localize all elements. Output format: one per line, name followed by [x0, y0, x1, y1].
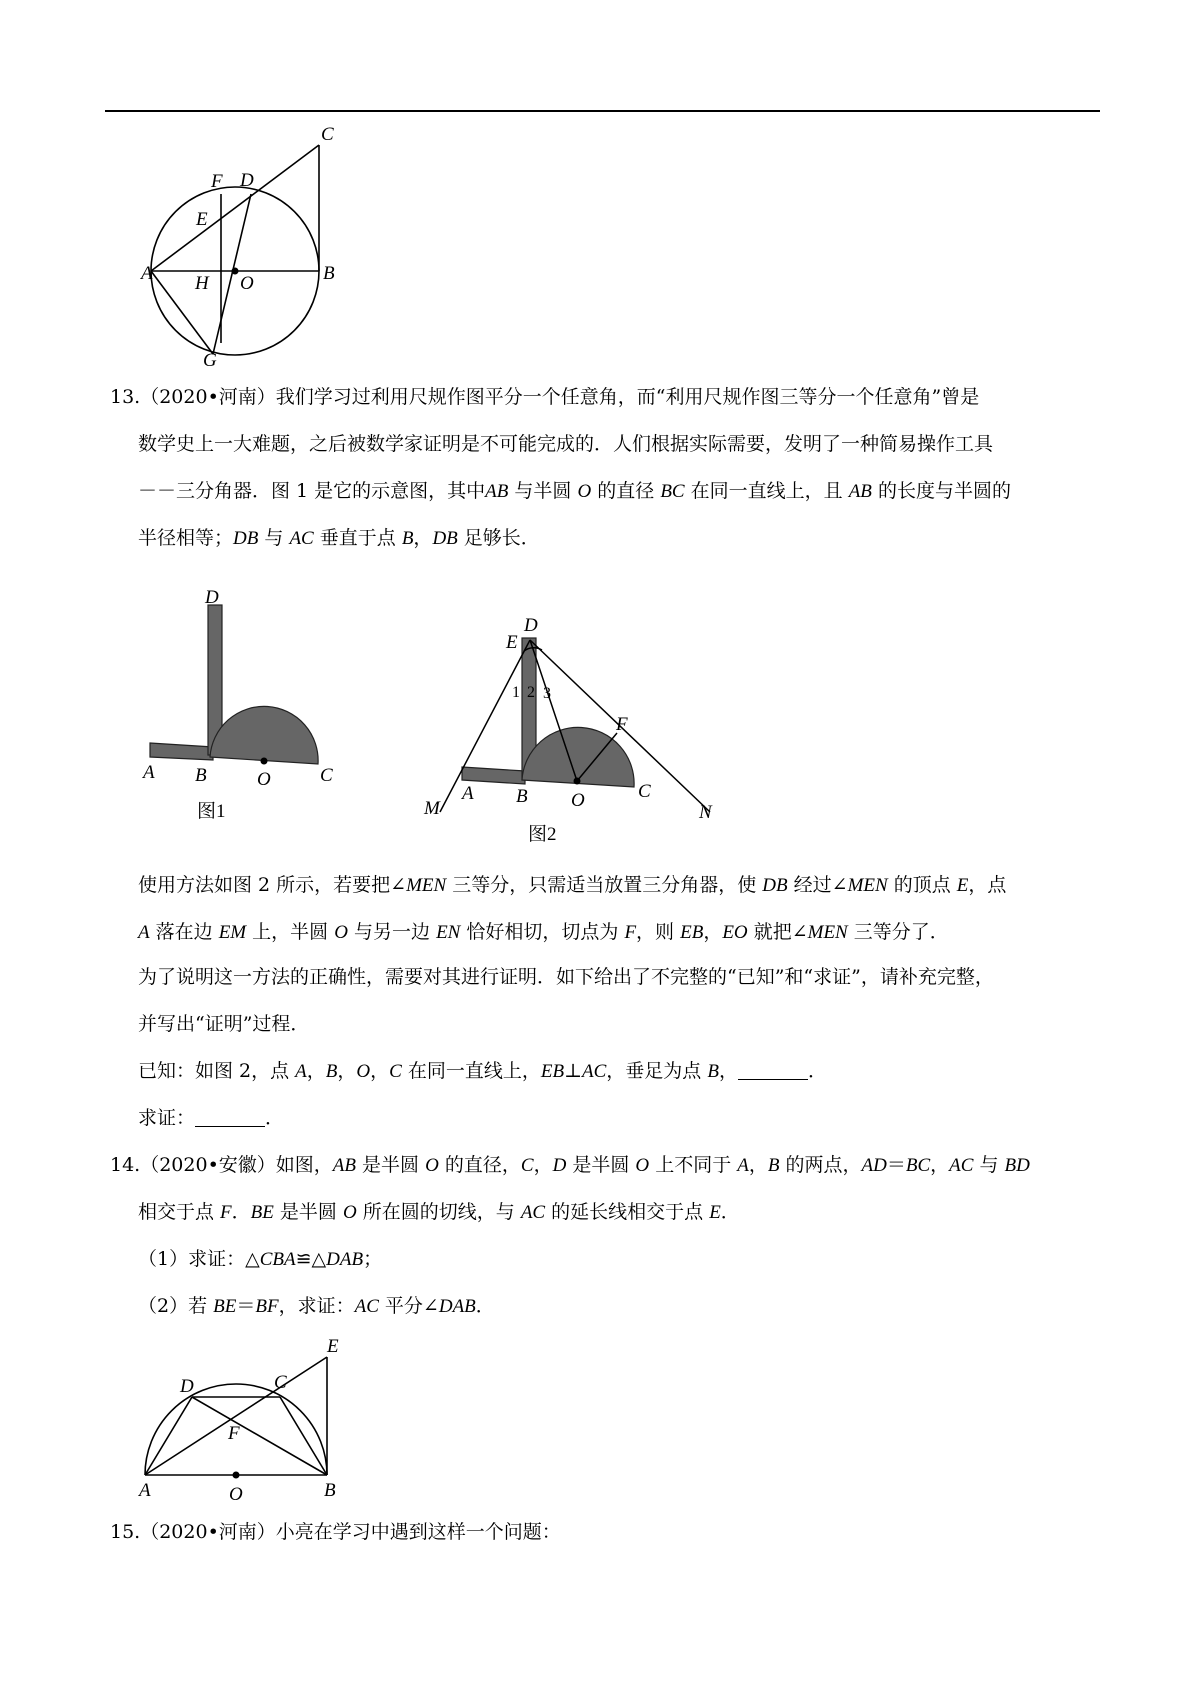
q13-source: （2020•河南）	[140, 386, 276, 408]
label-O: O	[240, 273, 254, 294]
q14-sub-2: （2）若 BE＝BF，求证：AC 平分∠DAB．	[138, 1295, 495, 1317]
fig1-label-A: A	[143, 762, 155, 783]
fig2-caption: 图2	[528, 824, 557, 845]
q13-line-2: 数学史上一大难题，之后被数学家证明是不可能完成的．人们根据实际需要，发明了一种简易操作工具	[138, 433, 994, 455]
fig2-label-A: A	[462, 783, 474, 804]
q13-explain-line-1: 为了说明这一方法的正确性，需要对其进行证明．如下给出了不完整的“已知”和“求证”，请补充完整，	[138, 966, 994, 988]
q14-label-O: O	[229, 1484, 243, 1505]
q14-label-C: C	[274, 1372, 287, 1393]
fig1-label-O: O	[257, 769, 271, 790]
q13-prove: 求证： ．	[138, 1107, 285, 1129]
figure-2-trisector-use	[420, 605, 720, 845]
q14-label-E: E	[327, 1336, 339, 1357]
fig2-angle-2: 2	[527, 684, 535, 701]
fig1-label-D: D	[205, 587, 219, 608]
label-H: H	[195, 273, 209, 294]
q15-source: （2020•河南）	[140, 1521, 276, 1543]
q14-label-F: F	[228, 1423, 240, 1444]
fig2-label-F: F	[616, 714, 628, 735]
q13-line-4: 半径相等；DB 与 AC 垂直于点 B，DB 足够长．	[138, 527, 540, 549]
fig1-caption: 图1	[197, 801, 226, 822]
figure-1-trisector	[140, 580, 350, 820]
q13-explain-line-2: 并写出“证明”过程．	[138, 1013, 310, 1035]
q13-line-1: 13.（2020•河南）我们学习过利用尺规作图平分一个任意角，而“利用尺规作图三等分一个任意角”曾是	[110, 386, 980, 408]
q14-sub-1: （1）求证：△CBA≌△DAB；	[138, 1248, 383, 1270]
q13-usage-line-1: 使用方法如图 2 所示，若要把∠MEN 三等分，只需适当放置三分角器，使 DB 经过∠MEN 的顶点 E，点	[138, 874, 1007, 896]
fig2-label-C: C	[638, 781, 651, 802]
given-answer-blank[interactable]	[738, 1059, 808, 1080]
label-G: G	[203, 350, 217, 371]
fig2-angle-1: 1	[512, 684, 520, 701]
fig1-label-C: C	[320, 765, 333, 786]
header-rule	[105, 110, 1100, 112]
fig2-label-M: M	[424, 798, 440, 819]
figure-q14-semicircle	[135, 1335, 355, 1505]
q15-number: 15.	[110, 1521, 141, 1543]
fig1-label-B: B	[195, 765, 207, 786]
q13-number: 13.	[110, 386, 141, 408]
fig2-label-B: B	[516, 786, 528, 807]
q14-source: （2020•安徽）	[140, 1154, 276, 1176]
q14-label-D: D	[180, 1376, 194, 1397]
label-D: D	[240, 170, 254, 191]
q14-line-1: 14.（2020•安徽）如图，AB 是半圆 O 的直径，C，D 是半圆 O 上不同于 A，B 的两点，AD＝BC，AC 与 BD	[110, 1154, 1030, 1176]
fig2-angle-3: 3	[543, 685, 551, 702]
label-C: C	[321, 124, 334, 145]
label-F: F	[211, 171, 223, 192]
prove-answer-blank[interactable]	[195, 1106, 265, 1127]
fig2-label-E: E	[506, 632, 518, 653]
label-A: A	[141, 263, 153, 284]
figure-q12-circle	[140, 118, 360, 371]
q14-label-B: B	[324, 1480, 336, 1501]
fig2-label-N: N	[699, 802, 712, 823]
q14-line-2: 相交于点 F．BE 是半圆 O 所在圆的切线，与 AC 的延长线相交于点 E．	[138, 1201, 740, 1223]
q13-line-3: －－三分角器．图 1 是它的示意图，其中AB 与半圆 O 的直径 BC 在同一直线上，且 AB 的长度与半圆的	[138, 480, 1011, 502]
q13-usage-line-2: A 落在边 EM 上，半圆 O 与另一边 EN 恰好相切，切点为 F，则 EB，EO 就把∠MEN 三等分了．	[138, 921, 949, 943]
q14-label-A: A	[139, 1480, 151, 1501]
q15-line-1: 15.（2020•河南）小亮在学习中遇到这样一个问题：	[110, 1521, 561, 1543]
q14-number: 14.	[110, 1154, 141, 1176]
label-B: B	[323, 263, 335, 284]
q13-given: 已知：如图 2，点 A，B，O，C 在同一直线上，EB⊥AC，垂足为点 B， ．	[138, 1060, 827, 1082]
fig2-label-D: D	[524, 615, 538, 636]
label-E: E	[196, 209, 208, 230]
fig2-label-O: O	[571, 790, 585, 811]
